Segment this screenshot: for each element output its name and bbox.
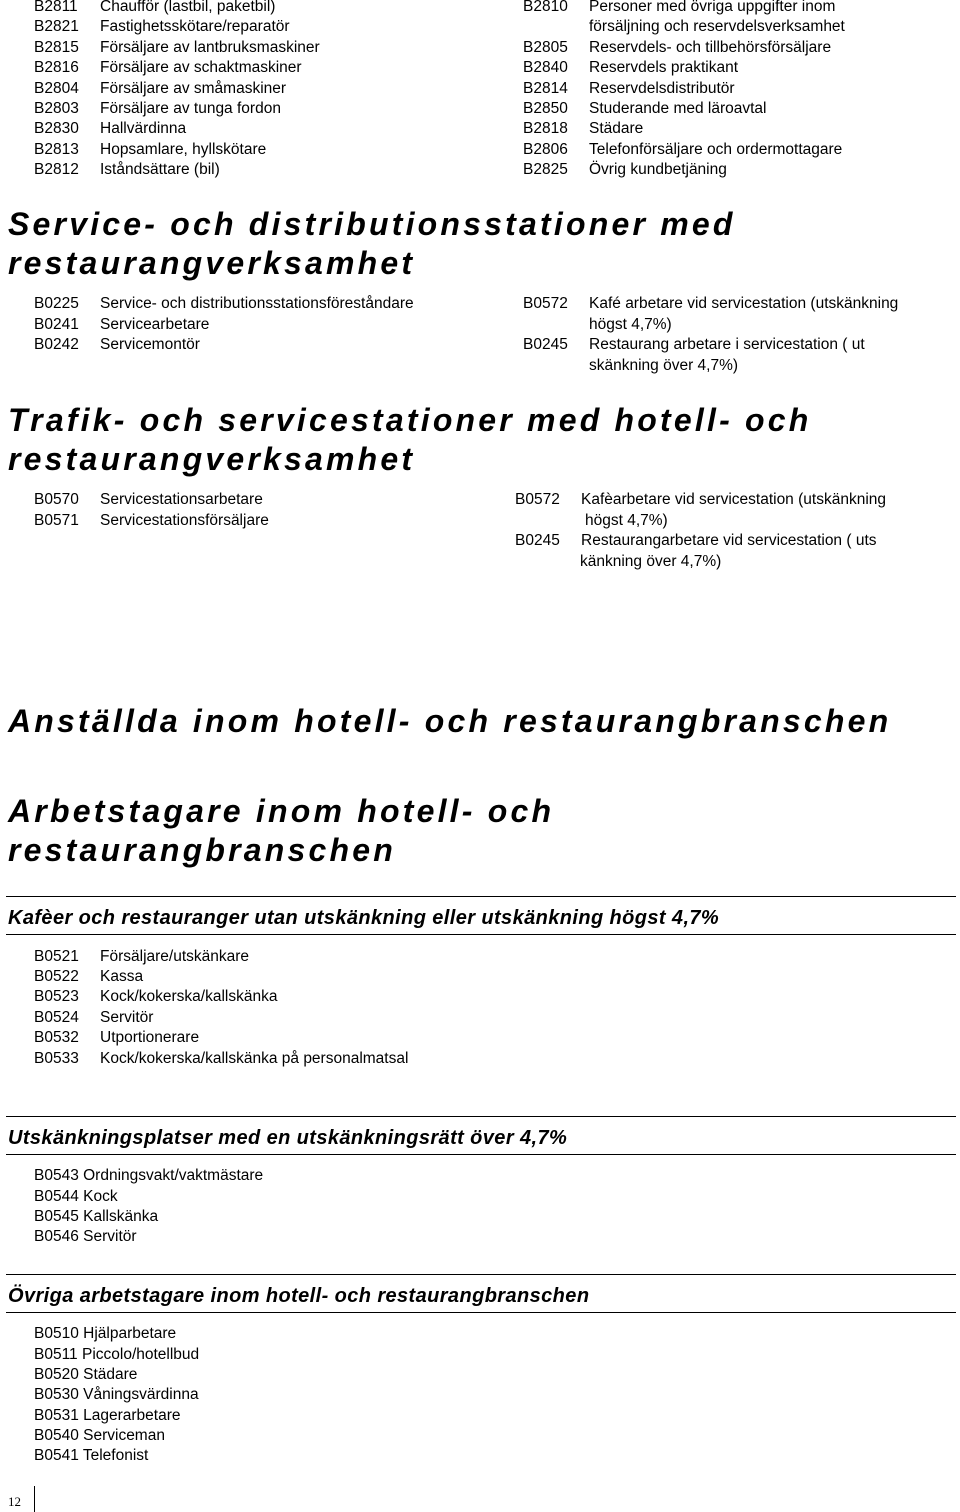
list-item: B0522 Kassa (34, 968, 144, 985)
list-item: B0245 Restaurangarbetare vid servicestation ( uts (515, 532, 877, 549)
list-item: B0533 Kock/kokerska/kallskänka på personalmatsal (34, 1050, 409, 1067)
list-item-continuation: skänkning över 4,7%) (589, 357, 739, 374)
list-item: B2810 Personer med övriga uppgifter inom (523, 0, 836, 15)
list-item: B0543 Ordningsvakt/vaktmästare (34, 1167, 264, 1184)
divider (6, 1116, 956, 1117)
list-item: B0532 Utportionerare (34, 1029, 200, 1046)
list-item: B2850 Studerande med läroavtal (523, 100, 767, 117)
list-item: B0520 Städare (34, 1366, 138, 1383)
subsection-heading: Kafèer och restauranger utan utskänkning eller utskänkning högst 4,7% (8, 907, 720, 929)
list-item: B2803 Försäljare av tunga fordon (34, 100, 281, 117)
list-item: B2813 Hopsamlare, hyllskötare (34, 141, 267, 158)
list-item-continuation: högst 4,7%) (585, 512, 668, 529)
list-item: B0540 Serviceman (34, 1427, 165, 1444)
divider (6, 1274, 956, 1275)
list-item: B2814 Reservdelsdistributör (523, 80, 735, 97)
list-item: B2818 Städare (523, 120, 644, 137)
list-item: B0544 Kock (34, 1188, 118, 1205)
list-item: B0245 Restaurang arbetare i servicestation ( ut (523, 336, 865, 353)
list-item: B2812 Iståndsättare (bil) (34, 161, 220, 178)
divider (6, 896, 956, 897)
list-item: B2811 Chaufför (lastbil, paketbil) (34, 0, 276, 15)
list-item: B0241 Servicearbetare (34, 316, 210, 333)
list-item: B2816 Försäljare av schaktmaskiner (34, 59, 302, 76)
list-item: B0524 Servitör (34, 1009, 154, 1026)
list-item: B0572 Kafèarbetare vid servicestation (utskänkning (515, 491, 886, 508)
list-item: B2805 Reservdels- och tillbehörsförsäljare (523, 39, 832, 56)
section-heading-cont: restaurangverksamhet (8, 245, 416, 281)
list-item: B0572 Kafé arbetare vid servicestation (utskänkning (523, 295, 899, 312)
list-item: B0225 Service- och distributionsstationsföreståndare (34, 295, 414, 312)
list-item: B0546 Servitör (34, 1228, 137, 1245)
list-item: B0511 Piccolo/hotellbud (34, 1346, 200, 1363)
list-item: B0530 Våningsvärdinna (34, 1386, 199, 1403)
divider (6, 934, 956, 935)
list-item: B2806 Telefonförsäljare och ordermottagare (523, 141, 843, 158)
subsection-heading: Utskänkningsplatser med en utskänkningsrätt över 4,7% (8, 1127, 568, 1149)
page-number: 12 (8, 1494, 21, 1509)
list-item: B0510 Hjälparbetare (34, 1325, 177, 1342)
page-title: Anställda inom hotell- och restaurangbranschen (8, 703, 892, 739)
list-item: B0521 Försäljare/utskänkare (34, 948, 250, 965)
list-item: B0523 Kock/kokerska/kallskänka (34, 988, 278, 1005)
section-heading: Arbetstagare inom hotell- och (8, 793, 555, 829)
list-item: B0545 Kallskänka (34, 1208, 159, 1225)
list-item: B0571 Servicestationsförsäljare (34, 512, 269, 529)
list-item: B2804 Försäljare av småmaskiner (34, 80, 287, 97)
list-item: B0242 Servicemontör (34, 336, 200, 353)
list-item: B0570 Servicestationsarbetare (34, 491, 263, 508)
list-item-continuation: högst 4,7%) (589, 316, 672, 333)
subsection-heading: Övriga arbetstagare inom hotell- och restaurangbranschen (8, 1285, 590, 1307)
divider (6, 1312, 956, 1313)
list-item: B2840 Reservdels praktikant (523, 59, 739, 76)
list-item: B2830 Hallvärdinna (34, 120, 187, 137)
divider (6, 1154, 956, 1155)
section-heading: Service- och distributionsstationer med (8, 206, 736, 242)
section-heading-cont: restaurangbranschen (8, 832, 397, 868)
list-item: B2821 Fastighetsskötare/reparatör (34, 18, 290, 35)
list-item: B2825 Övrig kundbetjäning (523, 161, 727, 178)
list-item-continuation: försäljning och reservdelsverksamhet (589, 18, 845, 35)
list-item: B2815 Försäljare av lantbruksmaskiner (34, 39, 320, 56)
list-item: B0531 Lagerarbetare (34, 1407, 181, 1424)
list-item: B0541 Telefonist (34, 1447, 149, 1464)
section-heading: Trafik- och servicestationer med hotell- och (8, 402, 812, 438)
list-item-continuation: känkning över 4,7%) (580, 553, 722, 570)
margin-rule (34, 1486, 35, 1512)
section-heading-cont: restaurangverksamhet (8, 441, 416, 477)
